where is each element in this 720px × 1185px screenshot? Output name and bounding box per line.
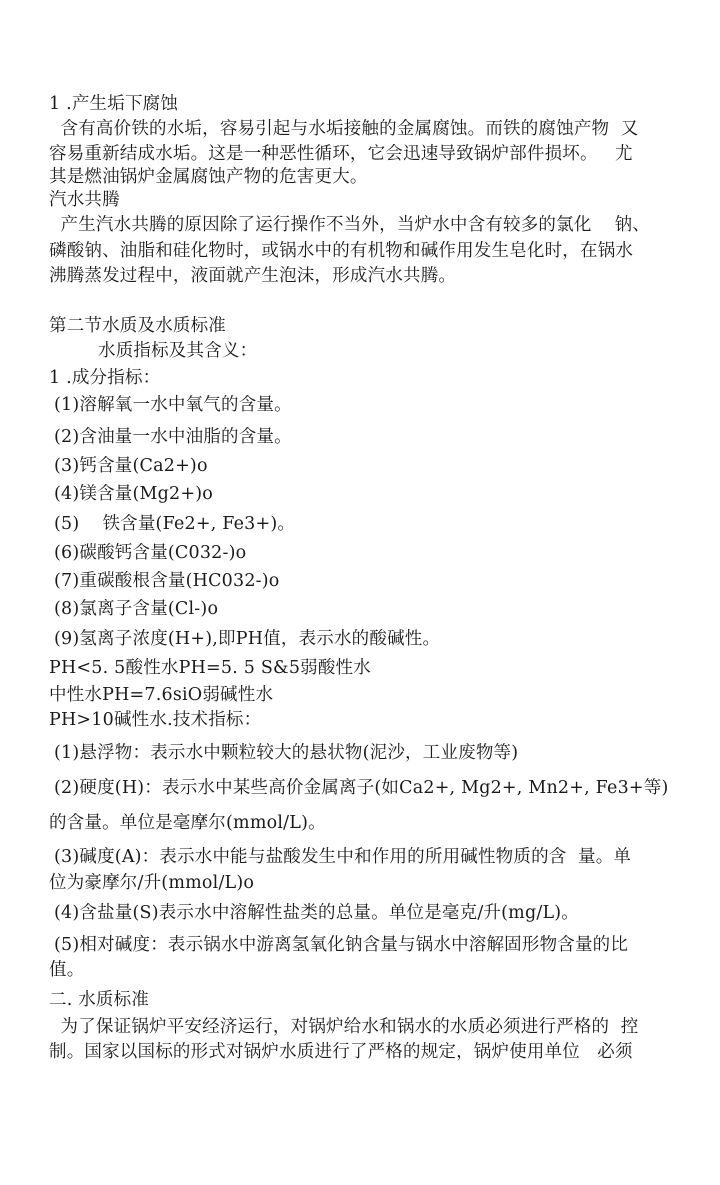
list-item: (5) 铁含量(Fe2+, Fe3+)。 <box>54 514 296 534</box>
list-item: (4)镁含量(Mg2+)o <box>54 484 213 504</box>
paragraph-line: 产生汽水共腾的原因除了运行操作不当外，当炉水中含有较多的氯化 钠、 <box>49 215 650 235</box>
ph-classification-line: 中性水PH=7.6siO弱碱性水 <box>49 685 274 705</box>
list-item: (7)重碳酸根含量(HC032-)o <box>54 571 280 591</box>
paragraph-line: 位为豪摩尔/升(mmol/L)o <box>49 873 255 893</box>
ph-classification-line: PH>10碱性水.技术指标： <box>49 710 262 730</box>
paragraph-line: 的含量。单位是毫摩尔(mmol/L)。 <box>49 813 326 833</box>
paragraph-line: 磷酸钠、油脂和硅化物时，或锅水中的有机物和碱作用发生皂化时，在锅水 <box>49 241 634 261</box>
list-item: (5)相对碱度：表示锅水中游离氢氧化钠含量与锅水中溶解固形物含量的比 <box>54 935 629 955</box>
list-item: (9)氢离子浓度(H+),即PH值，表示水的酸碱性。 <box>54 629 441 649</box>
paragraph-line: 含有高价铁的水垢，容易引起与水垢接触的金属腐蚀。而铁的腐蚀产物 又 <box>49 119 639 139</box>
list-item: (3)钙含量(Ca2+)o <box>54 456 208 476</box>
heading-priming: 汽水共腾 <box>49 190 120 210</box>
section-title: 二. 水质标准 <box>49 990 150 1010</box>
list-item: (2)硬度(H)：表示水中某些高价金属离子(如Ca2+, Mg2+, Mn2+, Fe3+等) <box>54 778 669 798</box>
paragraph-line: 为了保证锅炉平安经济运行，对锅炉给水和锅水的水质必须进行严格的 控 <box>49 1017 639 1037</box>
list-heading: 1 .成分指标： <box>49 368 161 388</box>
section-title: 第二节水质及水质标准 <box>49 316 226 336</box>
list-item: (6)碳酸钙含量(C032-)o <box>54 543 247 563</box>
heading-scale-corrosion: 1 .产生垢下腐蚀 <box>49 94 179 114</box>
list-item: (4)含盐量(S)表示水中溶解性盐类的总量。单位是毫克/升(mg/L)。 <box>54 903 579 923</box>
subsection-title: 水质指标及其含义： <box>98 341 258 361</box>
paragraph-line: 容易重新结成水垢。这是一种恶性循环，它会迅速导致锅炉部件损坏。 尤 <box>49 144 633 164</box>
list-item: (1)溶解氧一水中氧气的含量。 <box>54 395 292 415</box>
paragraph-line: 其是燃油锅炉金属腐蚀产物的危害更大。 <box>49 167 368 187</box>
paragraph-line: 制。国家以国标的形式对锅炉水质进行了严格的规定，锅炉使用单位 必须 <box>49 1042 633 1062</box>
list-item: (1)悬浮物：表示水中颗粒较大的悬状物(泥沙，工业废物等) <box>54 743 519 763</box>
list-item: (2)含油量一水中油脂的含量。 <box>54 427 292 447</box>
list-item: (3)碱度(A)：表示水中能与盐酸发生中和作用的所用碱性物质的含 量。单 <box>54 847 632 867</box>
paragraph-line: 值。 <box>49 960 85 980</box>
list-item: (8)氯离子含量(Cl-)o <box>54 599 219 619</box>
ph-classification-line: PH<5. 5酸性水PH=5. 5 S&5弱酸性水 <box>49 658 371 678</box>
paragraph-line: 沸腾蒸发过程中，液面就产生泡沫，形成汽水共腾。 <box>49 266 457 286</box>
